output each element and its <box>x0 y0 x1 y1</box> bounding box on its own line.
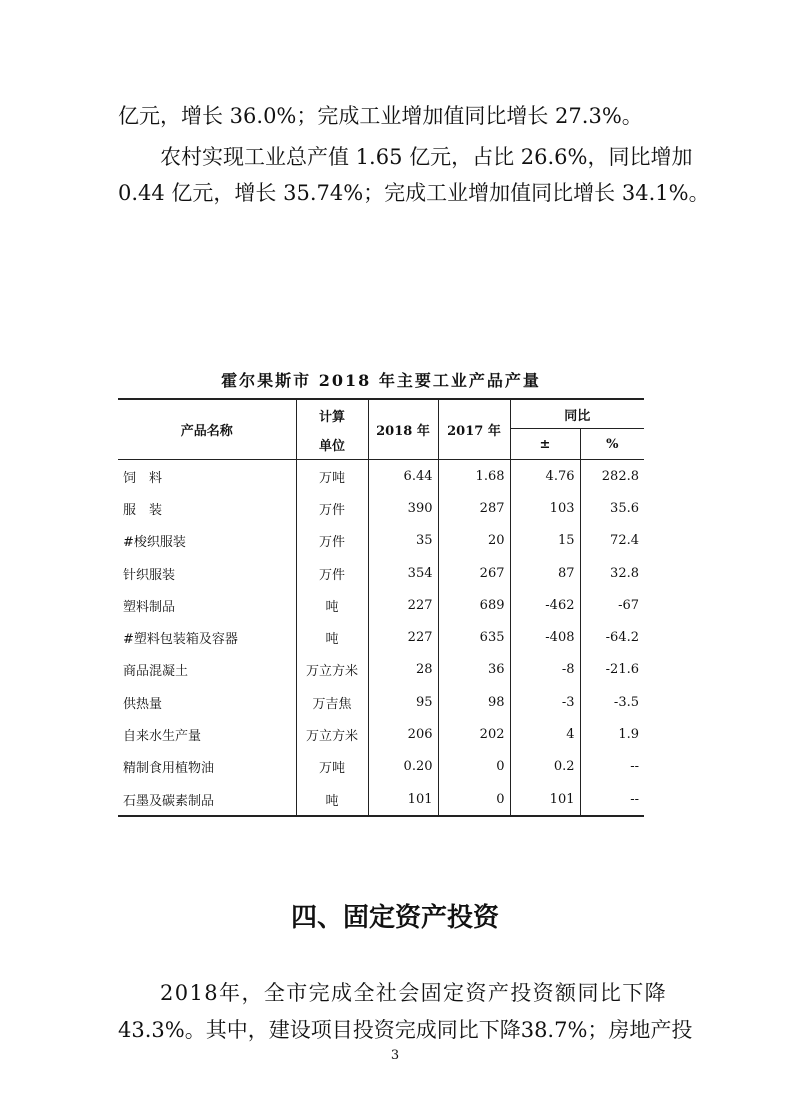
cell-2017: 36 <box>438 654 510 686</box>
cell-2018: 227 <box>368 621 438 653</box>
paragraph-3-line-1: 2018年，全市完成全社会固定资产投资额同比下降 <box>160 981 668 1005</box>
page-number: 3 <box>390 1048 400 1063</box>
header-plus-minus: ± <box>510 429 580 460</box>
cell-percent: -- <box>580 783 644 816</box>
cell-unit: 万立方米 <box>296 654 368 686</box>
cell-2017: 98 <box>438 686 510 718</box>
cell-unit: 吨 <box>296 621 368 653</box>
cell-percent: 32.8 <box>580 557 644 589</box>
cell-product-name: 饲 料 <box>118 460 296 493</box>
cell-2018: 28 <box>368 654 438 686</box>
header-unit-line-1: 计算 <box>318 409 345 425</box>
paragraph-2-line-2: 0.44 亿元，增长 35.74%；完成工业增加值同比增长 34.1%。 <box>118 181 710 205</box>
table-row <box>118 654 644 686</box>
cell-plus-minus: -462 <box>510 589 580 621</box>
cell-unit: 万件 <box>296 525 368 557</box>
cell-2018: 95 <box>368 686 438 718</box>
table-row <box>118 525 644 557</box>
cell-product-name: 塑料制品 <box>118 589 296 621</box>
cell-plus-minus: -3 <box>510 686 580 718</box>
cell-2017: 0 <box>438 783 510 816</box>
cell-2018: 390 <box>368 492 438 524</box>
section-heading: 四、固定资产投资 <box>290 903 499 933</box>
cell-2018: 101 <box>368 783 438 816</box>
cell-percent: 72.4 <box>580 525 644 557</box>
table-row <box>118 557 644 589</box>
cell-product-name: 商品混凝土 <box>118 654 296 686</box>
cell-plus-minus: 4.76 <box>510 460 580 493</box>
table-row <box>118 492 644 524</box>
cell-2017: 20 <box>438 525 510 557</box>
cell-product-name: 自来水生产量 <box>118 718 296 750</box>
table-row <box>118 718 644 750</box>
cell-unit: 万吨 <box>296 460 368 493</box>
cell-2017: 689 <box>438 589 510 621</box>
cell-2018: 6.44 <box>368 460 438 493</box>
table-row <box>118 751 644 783</box>
cell-percent: -- <box>580 751 644 783</box>
cell-unit: 万件 <box>296 557 368 589</box>
cell-plus-minus: 0.2 <box>510 751 580 783</box>
cell-unit: 吨 <box>296 783 368 816</box>
cell-plus-minus: 4 <box>510 718 580 750</box>
paragraph-2-line-1: 农村实现工业总产值 1.65 亿元，占比 26.6%，同比增加 <box>160 145 693 169</box>
table-title: 霍尔果斯市 2018 年主要工业产品产量 <box>221 371 541 390</box>
cell-percent: -67 <box>580 589 644 621</box>
cell-percent: 1.9 <box>580 718 644 750</box>
cell-unit: 吨 <box>296 589 368 621</box>
header-product-name: 产品名称 <box>118 399 296 460</box>
product-output-table <box>118 398 644 817</box>
cell-2018: 35 <box>368 525 438 557</box>
header-yoy: 同比 <box>510 399 644 429</box>
table-row <box>118 621 644 653</box>
cell-2018: 0.20 <box>368 751 438 783</box>
header-percent: % <box>580 429 644 460</box>
cell-2017: 287 <box>438 492 510 524</box>
table-row <box>118 460 644 493</box>
cell-unit: 万件 <box>296 492 368 524</box>
cell-unit: 万立方米 <box>296 718 368 750</box>
header-2018: 2018 年 <box>368 399 438 460</box>
cell-2017: 202 <box>438 718 510 750</box>
cell-unit: 万吨 <box>296 751 368 783</box>
table-row <box>118 589 644 621</box>
cell-plus-minus: 15 <box>510 525 580 557</box>
cell-percent: -21.6 <box>580 654 644 686</box>
cell-2017: 267 <box>438 557 510 589</box>
header-unit-line-2: 单位 <box>318 438 345 454</box>
cell-2017: 0 <box>438 751 510 783</box>
cell-plus-minus: -408 <box>510 621 580 653</box>
cell-product-name: 服 装 <box>118 492 296 524</box>
cell-product-name: 石墨及碳素制品 <box>118 783 296 816</box>
cell-2017: 635 <box>438 621 510 653</box>
table-row <box>118 686 644 718</box>
cell-2018: 354 <box>368 557 438 589</box>
cell-plus-minus: 101 <box>510 783 580 816</box>
paragraph-1: 亿元，增长 36.0%；完成工业增加值同比增长 27.3%。 <box>118 104 643 128</box>
cell-product-name: 供热量 <box>118 686 296 718</box>
header-2017: 2017 年 <box>438 399 510 460</box>
cell-plus-minus: 87 <box>510 557 580 589</box>
cell-percent: 35.6 <box>580 492 644 524</box>
cell-product-name: 精制食用植物油 <box>118 751 296 783</box>
cell-percent: 282.8 <box>580 460 644 493</box>
cell-product-name: 针织服装 <box>118 557 296 589</box>
cell-product-name: #塑料包装箱及容器 <box>118 621 296 653</box>
table-row <box>118 783 644 816</box>
header-unit <box>296 399 368 460</box>
cell-plus-minus: 103 <box>510 492 580 524</box>
cell-2018: 206 <box>368 718 438 750</box>
cell-percent: -3.5 <box>580 686 644 718</box>
cell-unit: 万吉焦 <box>296 686 368 718</box>
cell-percent: -64.2 <box>580 621 644 653</box>
cell-product-name: #梭织服装 <box>118 525 296 557</box>
paragraph-3-line-2: 43.3%。其中，建设项目投资完成同比下降38.7%；房地产投 <box>118 1018 693 1042</box>
cell-plus-minus: -8 <box>510 654 580 686</box>
cell-2017: 1.68 <box>438 460 510 493</box>
cell-2018: 227 <box>368 589 438 621</box>
